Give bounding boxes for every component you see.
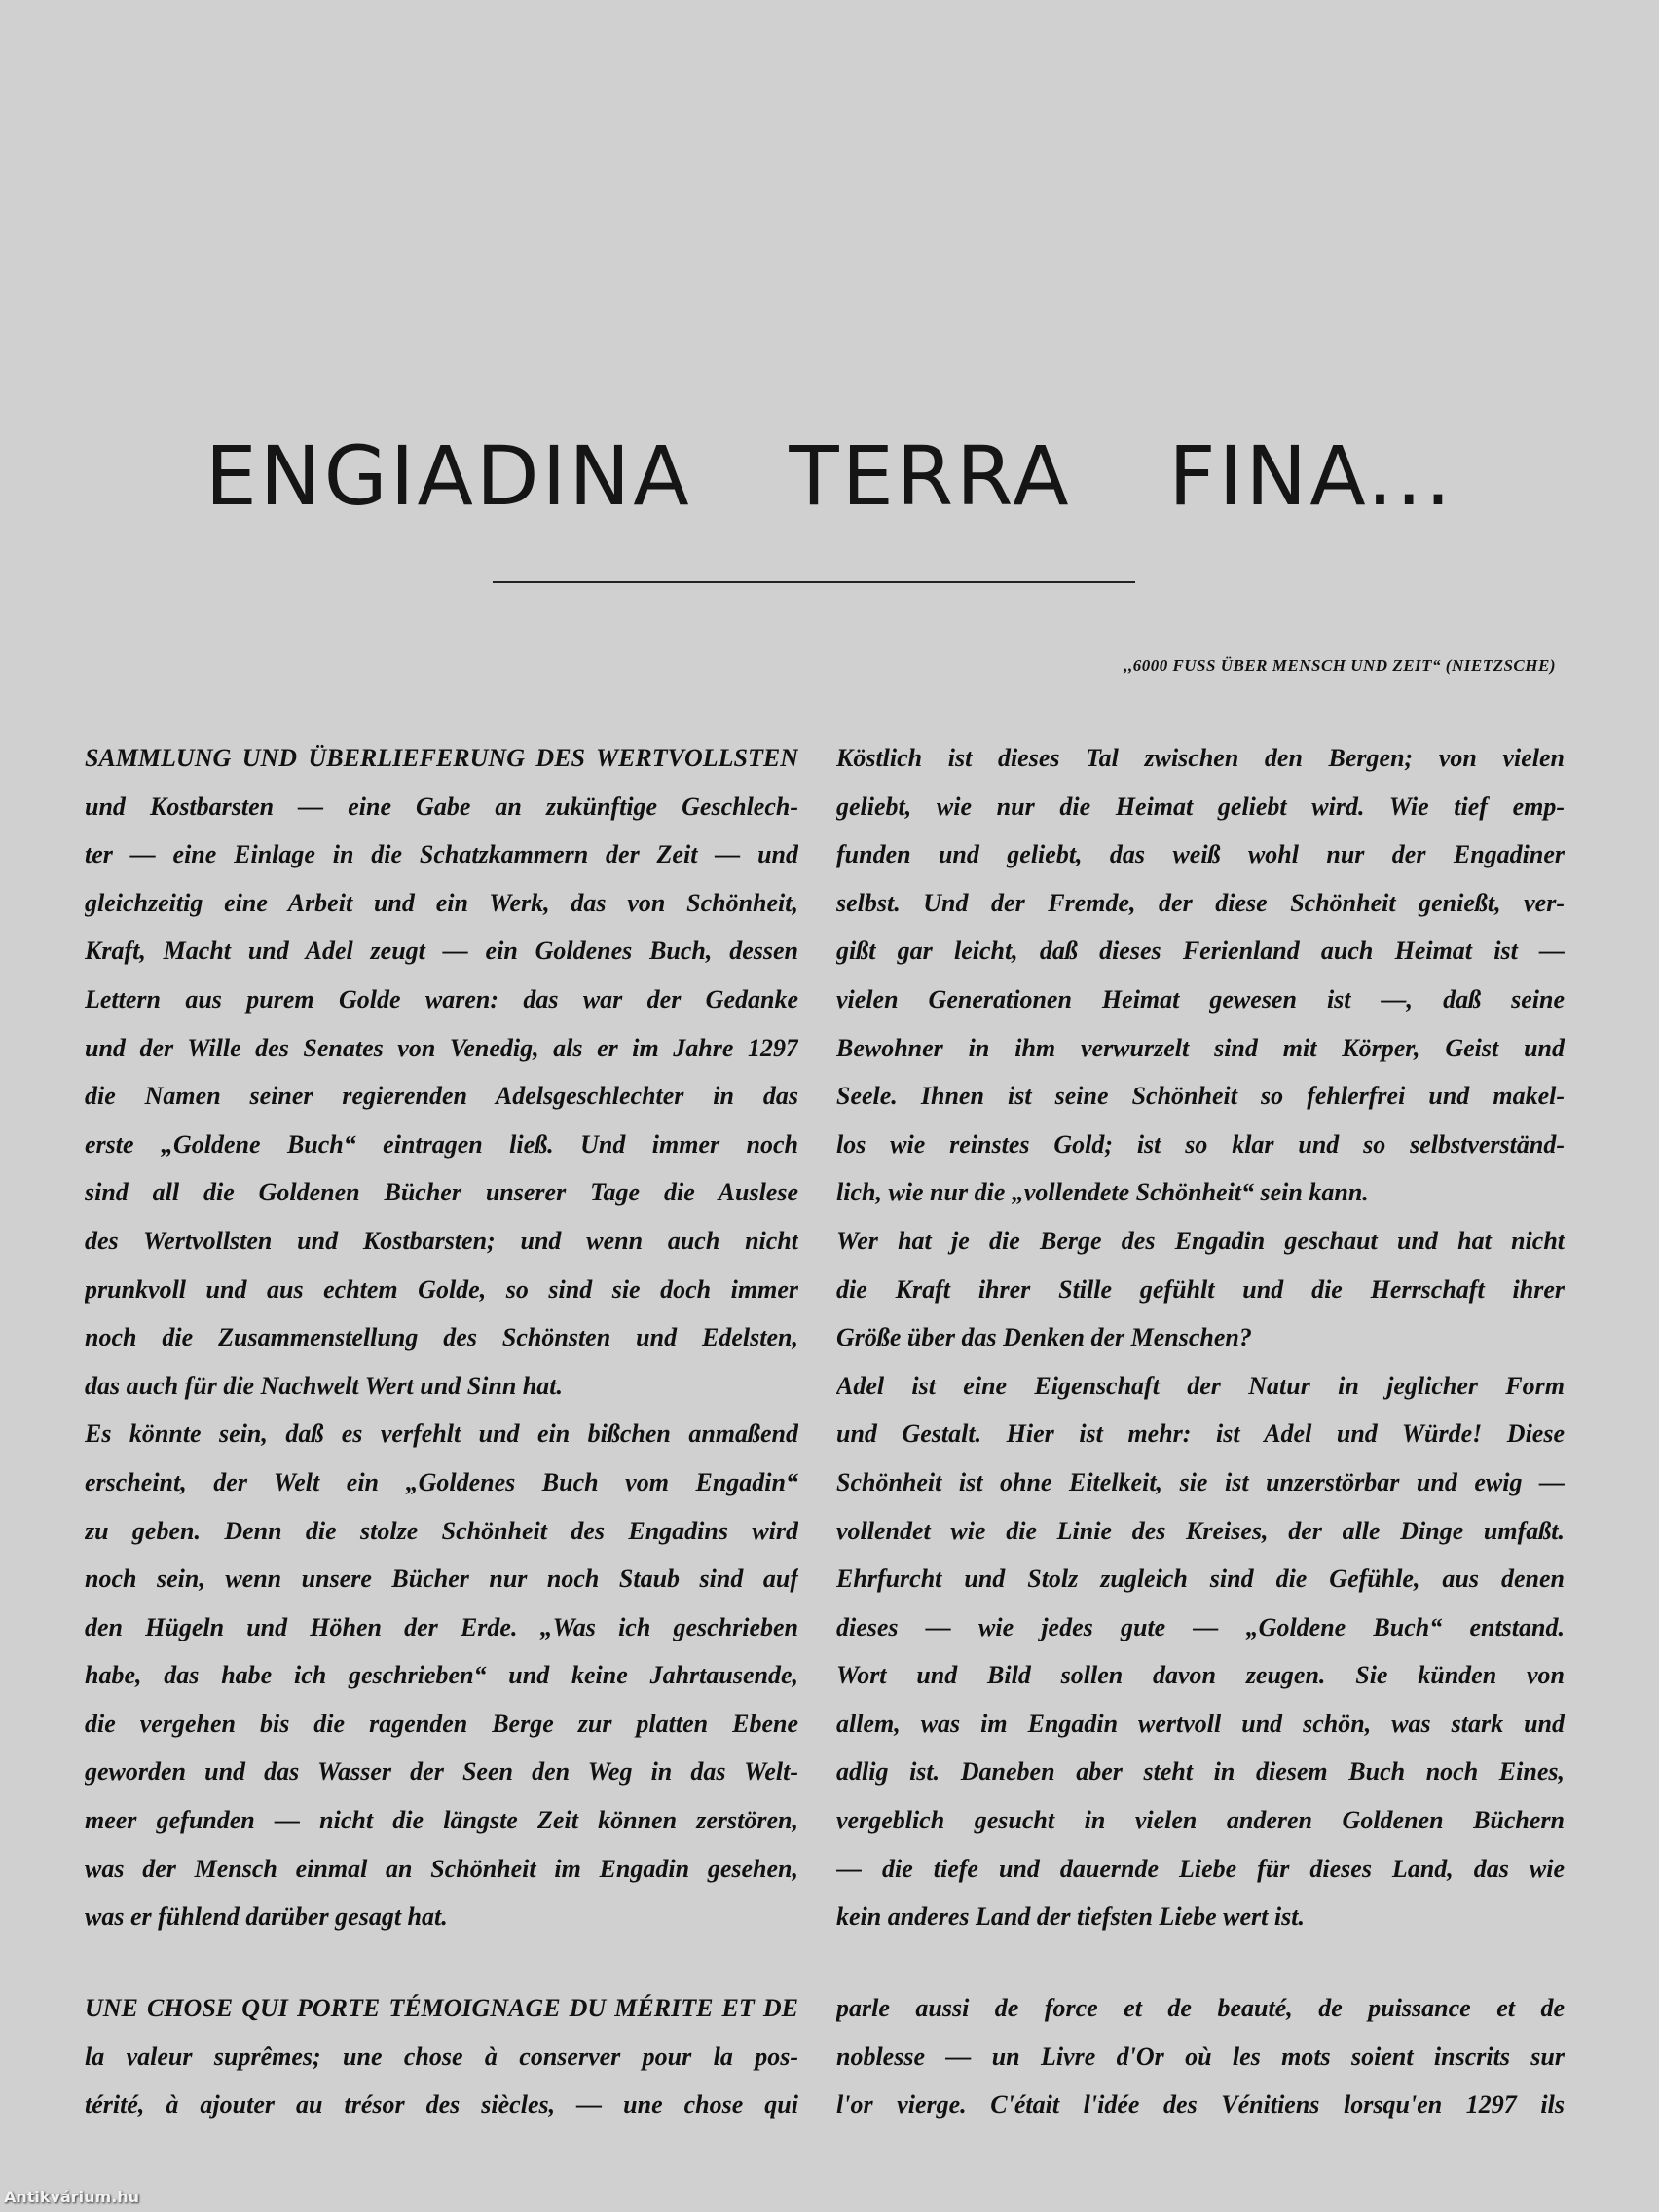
text-line: prunkvoll und aus echtem Golde, so sind sie doch immer <box>85 1274 798 1304</box>
text-line: funden und geliebt, das weiß wohl nur der Engadiner <box>836 840 1565 869</box>
text-line: térité, à ajouter au trésor des siècles, — une chose qui <box>85 2090 798 2120</box>
text-line: adlig ist. Daneben aber steht in diesem Buch noch Eines, <box>836 1757 1565 1787</box>
text-line: was der Mensch einmal an Schönheit im Engadin gesehen, <box>85 1854 798 1883</box>
text-line: gleichzeitig eine Arbeit und ein Werk, das von Schönheit, <box>85 888 798 917</box>
text-line: vollendet wie die Linie des Kreises, der alle Dinge umfaßt. <box>836 1516 1565 1545</box>
text-line: Größe über das Denken der Menschen? <box>836 1323 1252 1352</box>
text-line: und Kostbarsten — eine Gabe an zukünftige Geschlech- <box>85 792 798 821</box>
text-line: habe, das habe ich geschrieben“ und keine Jahrtausende, <box>85 1661 798 1690</box>
text-line: die vergehen bis die ragenden Berge zur platten Ebene <box>85 1709 798 1738</box>
text-line: vielen Generationen Heimat gewesen ist —, daß seine <box>836 984 1565 1014</box>
text-line: Kraft, Macht und Adel zeugt — ein Goldenes Buch, dessen <box>85 937 798 966</box>
text-line: dieses — wie jedes gute — „Goldene Buch“ entstand. <box>836 1612 1565 1641</box>
text-line: noch sein, wenn unsere Bücher nur noch Staub sind auf <box>85 1565 798 1594</box>
text-line: l'or vierge. C'était l'idée des Vénitiens lorsqu'en 1297 ils <box>836 2090 1565 2120</box>
text-line: des Wertvollsten und Kostbarsten; und wenn auch nicht <box>85 1226 798 1255</box>
text-line: — die tiefe und dauernde Liebe für dieses Land, das wie <box>836 1854 1565 1883</box>
text-line: meer gefunden — nicht die längste Zeit können zerstören, <box>85 1806 798 1835</box>
text-line: was er fühlend darüber gesagt hat. <box>85 1902 448 1932</box>
text-line: la valeur suprêmes; une chose à conserver pour la pos- <box>85 2042 798 2071</box>
french-right-column <box>836 1984 1565 2129</box>
text-line: das auch für die Nachwelt Wert und Sinn hat. <box>85 1371 563 1400</box>
text-line: noblesse — un Livre d'Or où les mots soient inscrits sur <box>836 2042 1565 2071</box>
text-line: sind all die Goldenen Bücher unserer Tage die Auslese <box>85 1178 798 1207</box>
text-line: Es könnte sein, daß es verfehlt und ein bißchen anmaßend <box>85 1419 798 1449</box>
title-rule <box>493 581 1135 583</box>
text-line: noch die Zusammenstellung des Schönsten und Edelsten, <box>85 1323 798 1352</box>
text-line: Wer hat je die Berge des Engadin geschaut und hat nicht <box>836 1226 1565 1255</box>
text-line: allem, was im Engadin wertvoll und schön, was stark und <box>836 1709 1565 1738</box>
text-line: und Gestalt. Hier ist mehr: ist Adel und Würde! Diese <box>836 1419 1565 1449</box>
text-line: Bewohner in ihm verwurzelt sind mit Körper, Geist und <box>836 1033 1565 1062</box>
text-line: geworden und das Wasser der Seen den Weg in das Welt- <box>85 1757 798 1787</box>
text-line: UNE CHOSE QUI PORTE TÉMOIGNAGE DU MÉRITE ET DE <box>85 1994 798 2022</box>
text-line: lich, wie nur die „vollendete Schönheit“ sein kann. <box>836 1178 1369 1207</box>
text-line: Wort und Bild sollen davon zeugen. Sie künden von <box>836 1661 1565 1690</box>
text-line: erste „Goldene Buch“ eintragen ließ. Und immer noch <box>85 1129 798 1159</box>
watermark: Antikvárium.hu <box>4 2188 140 2206</box>
page-title: ENGIADINA TERRA FINA... <box>204 428 1455 524</box>
german-right-column <box>836 734 1565 1941</box>
text-line: Ehrfurcht und Stolz zugleich sind die Gefühle, aus denen <box>836 1565 1565 1594</box>
text-line: Lettern aus purem Golde waren: das war der Gedanke <box>85 984 798 1014</box>
text-line: los wie reinstes Gold; ist so klar und so selbstverständ- <box>836 1129 1565 1159</box>
text-line: Köstlich ist dieses Tal zwischen den Bergen; von vielen <box>836 744 1565 772</box>
text-line: geliebt, wie nur die Heimat geliebt wird. Wie tief emp- <box>836 792 1565 821</box>
text-line: die Namen seiner regierenden Adelsgeschlechter in das <box>85 1082 798 1111</box>
epigraph: ,,6000 FUSS ÜBER MENSCH UND ZEIT“ (NIETZSCHE) <box>1124 656 1556 675</box>
text-line: selbst. Und der Fremde, der diese Schönheit genießt, ver- <box>836 888 1565 917</box>
text-line: Adel ist eine Eigenschaft der Natur in jeglicher Form <box>836 1371 1565 1400</box>
text-line: und der Wille des Senates von Venedig, als er im Jahre 1297 <box>85 1033 798 1062</box>
text-line: SAMMLUNG UND ÜBERLIEFERUNG DES WERTVOLLSTEN <box>85 744 798 772</box>
text-line: parle aussi de force et de beauté, de puissance et de <box>836 1994 1565 2022</box>
text-line: die Kraft ihrer Stille gefühlt und die Herrschaft ihrer <box>836 1274 1565 1304</box>
german-left-column <box>85 734 798 1941</box>
text-line: gißt gar leicht, daß dieses Ferienland auch Heimat ist — <box>836 937 1565 966</box>
text-line: Seele. Ihnen ist seine Schönheit so fehlerfrei und makel- <box>836 1082 1565 1111</box>
text-line: erscheint, der Welt ein „Goldenes Buch vom Engadin“ <box>85 1467 798 1496</box>
text-line: vergeblich gesucht in vielen anderen Goldenen Büchern <box>836 1806 1565 1835</box>
text-line: ter — eine Einlage in die Schatzkammern der Zeit — und <box>85 840 798 869</box>
text-line: zu geben. Denn die stolze Schönheit des Engadins wird <box>85 1516 798 1545</box>
text-line: kein anderes Land der tiefsten Liebe wert ist. <box>836 1902 1305 1932</box>
french-left-column <box>85 1984 798 2129</box>
text-line: Schönheit ist ohne Eitelkeit, sie ist unzerstörbar und ewig — <box>836 1467 1565 1496</box>
text-line: den Hügeln und Höhen der Erde. „Was ich geschrieben <box>85 1612 798 1641</box>
